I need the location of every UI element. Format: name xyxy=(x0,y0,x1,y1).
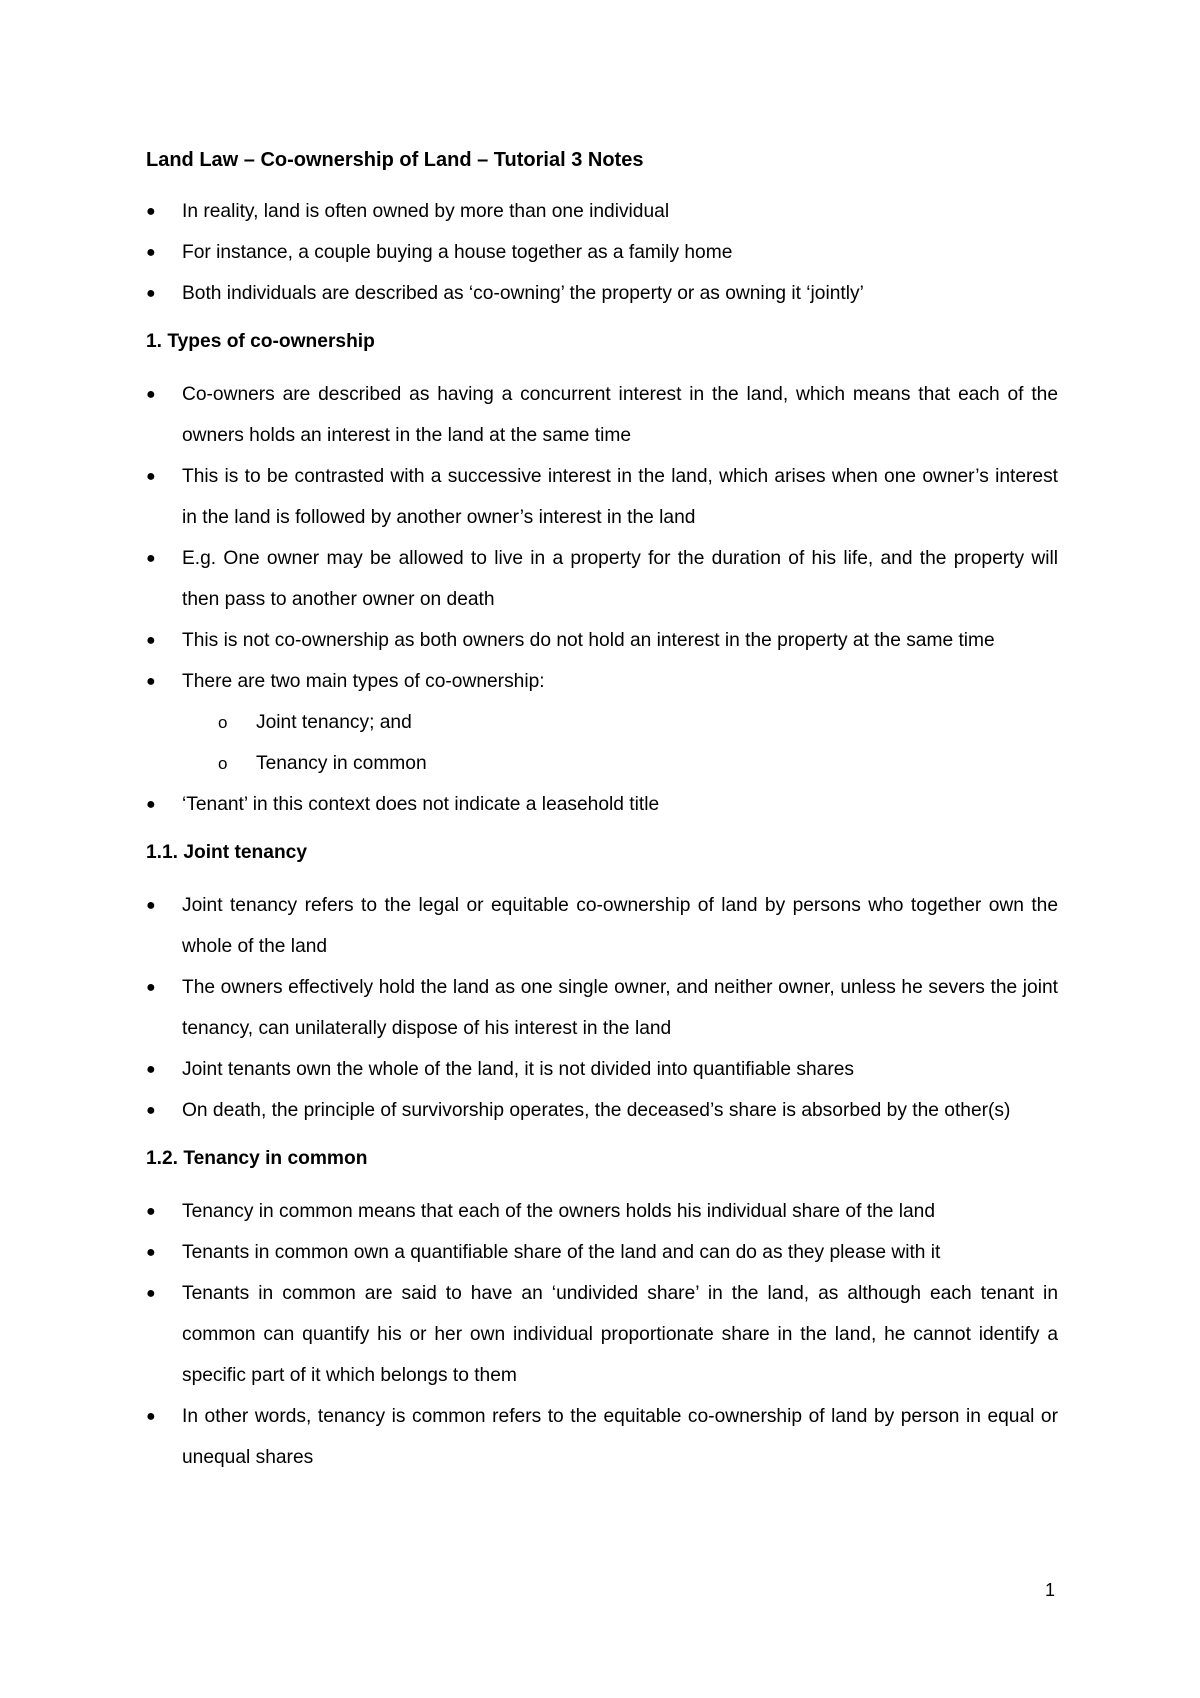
intro-list xyxy=(146,191,1058,314)
sub-list-item: o Tenancy in common xyxy=(146,743,1058,784)
page-number: 1 xyxy=(1045,1580,1056,1600)
list-item: ● In other words, tenancy is common refers to the equitable co-ownership of land by person in equal or unequal shares xyxy=(146,1396,1058,1478)
joint-tenancy-list xyxy=(146,885,1058,1131)
bullet-icon: ● xyxy=(146,979,156,996)
list-item: ● The owners effectively hold the land as one single owner, and neither owner, unless he severs the joint tenancy, can unilaterally dispose of his interest in the land xyxy=(146,967,1058,1049)
types-list-cont xyxy=(146,784,1058,825)
list-item: ● Co-owners are described as having a concurrent interest in the land, which means that each of the owners holds an interest in the land at the same time xyxy=(146,374,1058,456)
bullet-icon: ● xyxy=(146,550,156,567)
bullet-icon: ● xyxy=(146,386,156,403)
list-item: ● Tenants in common are said to have an ‘undivided share’ in the land, as although each tenant in common can quantify his or her own individual proportionate share in the land, he cannot identify a specific part of it which belongs to them xyxy=(146,1273,1058,1396)
list-item: ● Tenants in common own a quantifiable share of the land and can do as they please with it xyxy=(146,1232,1058,1273)
bullet-icon: ● xyxy=(146,1244,156,1261)
list-item: ● Joint tenants own the whole of the land, it is not divided into quantifiable shares xyxy=(146,1049,1058,1090)
tenancy-in-common-list xyxy=(146,1191,1058,1478)
list-item: ● On death, the principle of survivorship operates, the deceased’s share is absorbed by the other(s) xyxy=(146,1090,1058,1131)
list-item: ● This is to be contrasted with a successive interest in the land, which arises when one owner’s interest in the land is followed by another owner’s interest in the land xyxy=(146,456,1058,538)
bullet-icon: ● xyxy=(146,1102,156,1119)
list-item: ● This is not co-ownership as both owners do not hold an interest in the property at the same time xyxy=(146,620,1058,661)
bullet-icon: ● xyxy=(146,203,156,220)
list-item: ● E.g. One owner may be allowed to live in a property for the duration of his life, and the property will then pass to another owner on death xyxy=(146,538,1058,620)
circle-bullet-icon: o xyxy=(218,754,228,773)
bullet-icon: ● xyxy=(146,285,156,302)
section-heading-joint-tenancy: 1.1. Joint tenancy xyxy=(146,842,308,863)
section-heading-tenancy-in-common: 1.2. Tenancy in common xyxy=(146,1148,368,1169)
bullet-icon: ● xyxy=(146,897,156,914)
section-heading-types: 1. Types of co-ownership xyxy=(146,331,375,352)
list-item: ● ‘Tenant’ in this context does not indicate a leasehold title xyxy=(146,784,1058,825)
bullet-icon: ● xyxy=(146,244,156,261)
sub-list-item: o Joint tenancy; and xyxy=(146,702,1058,743)
list-item: ● For instance, a couple buying a house together as a family home xyxy=(146,232,1058,273)
bullet-icon: ● xyxy=(146,1285,156,1302)
types-list xyxy=(146,374,1058,702)
co-ownership-types-sublist xyxy=(146,702,1058,784)
list-item: ● In reality, land is often owned by more than one individual xyxy=(146,191,1058,232)
document-title: Land Law – Co-ownership of Land – Tutorial 3 Notes xyxy=(146,149,644,171)
bullet-icon: ● xyxy=(146,1203,156,1220)
bullet-icon: ● xyxy=(146,1061,156,1078)
bullet-icon: ● xyxy=(146,632,156,649)
circle-bullet-icon: o xyxy=(218,713,228,732)
document-body xyxy=(146,146,1058,1478)
list-item: ● There are two main types of co-ownership: xyxy=(146,661,1058,702)
bullet-icon: ● xyxy=(146,796,156,813)
list-item: ● Both individuals are described as ‘co-owning’ the property or as owning it ‘jointly’ xyxy=(146,273,1058,314)
bullet-icon: ● xyxy=(146,673,156,690)
list-item: ● Joint tenancy refers to the legal or equitable co-ownership of land by persons who together own the whole of the land xyxy=(146,885,1058,967)
list-item: ● Tenancy in common means that each of the owners holds his individual share of the land xyxy=(146,1191,1058,1232)
bullet-icon: ● xyxy=(146,1408,156,1425)
bullet-icon: ● xyxy=(146,468,156,485)
